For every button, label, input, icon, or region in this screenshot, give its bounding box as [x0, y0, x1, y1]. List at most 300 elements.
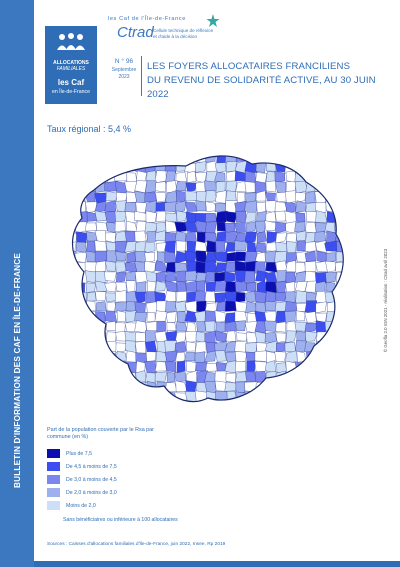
map-credit-text: © Geofla 2.0 IGN 2021 - réalisation : Ctrad avril 2023 [383, 248, 389, 352]
map-credit [381, 240, 391, 360]
commune-cell [186, 281, 197, 291]
commune-cell [76, 321, 88, 333]
commune-cell [346, 142, 355, 152]
legend-swatch [47, 488, 60, 497]
commune-cell [287, 151, 298, 162]
commune-cell [176, 191, 186, 202]
commune-cell [235, 281, 247, 292]
commune-cell [56, 302, 67, 312]
commune-cell [266, 142, 275, 153]
commune-cell [156, 281, 166, 292]
commune-cell [125, 383, 136, 394]
commune-cell [236, 292, 245, 302]
commune-cell [117, 311, 126, 322]
commune-cell [347, 311, 356, 322]
commune-cell [75, 222, 86, 233]
commune-cell [336, 381, 345, 393]
commune-cell [215, 401, 226, 412]
commune-cell [285, 342, 296, 352]
commune-cell [147, 231, 157, 241]
commune-cell [226, 161, 236, 171]
logo-line1: ALLOCATIONS [53, 60, 89, 66]
commune-cell [115, 372, 126, 382]
commune-cell [185, 352, 196, 361]
commune-cell [265, 291, 277, 302]
commune-cell [205, 291, 216, 302]
commune-cell [276, 233, 288, 244]
commune-cell [345, 193, 356, 202]
commune-cell [327, 231, 336, 243]
commune-cell [325, 401, 337, 412]
ile-de-france-commune-map [56, 142, 356, 412]
logo-line2: FAMILIALES [56, 66, 86, 72]
commune-cell [56, 321, 66, 331]
commune-cell [295, 222, 306, 232]
commune-cell [66, 281, 78, 291]
commune-cell [185, 202, 197, 211]
commune-cell [56, 201, 66, 212]
legend-label: Plus de 7,5 [66, 450, 92, 457]
commune-cell [126, 142, 136, 151]
commune-cell [215, 252, 228, 262]
commune-cell [315, 381, 327, 392]
commune-cell [345, 271, 356, 283]
commune-cell [265, 341, 277, 353]
commune-cell [147, 313, 155, 322]
commune-cell [265, 393, 275, 404]
commune-cell [276, 292, 287, 301]
commune-cell [76, 393, 87, 403]
commune-cell [315, 351, 326, 364]
commune-cell [127, 362, 138, 373]
commune-cell [136, 143, 147, 153]
commune-cell [346, 161, 356, 172]
legend-swatch [47, 462, 60, 471]
commune-cell [66, 152, 77, 163]
commune-cell [285, 392, 297, 403]
commune-cell [295, 201, 306, 213]
commune-cell [235, 233, 245, 241]
regional-rate: Taux régional : 5,4 % [47, 124, 132, 134]
commune-cell [255, 351, 267, 362]
commune-cell [66, 201, 75, 211]
commune-cell [115, 323, 125, 333]
commune-cell [96, 391, 107, 403]
commune-cell [65, 321, 76, 332]
commune-cell [296, 231, 306, 241]
commune-cell [65, 343, 76, 353]
commune-cell [105, 261, 116, 271]
commune-cell [136, 391, 147, 403]
commune-cell [156, 142, 168, 152]
commune-cell [236, 211, 247, 222]
commune-cell [306, 142, 316, 153]
commune-cell [305, 301, 317, 313]
commune-cell [165, 382, 177, 392]
commune-cell [326, 253, 336, 263]
commune-cell [206, 363, 218, 371]
headline-line2: DU REVENU DE SOLIDARITÉ ACTIVE, AU 30 JUIN 2022 [147, 75, 376, 100]
commune-cell [87, 292, 96, 301]
logo-line4: en Île-de-France [51, 89, 91, 95]
commune-cell [305, 251, 316, 261]
legend-item [47, 449, 92, 458]
commune-cell [335, 142, 347, 151]
commune-cell [76, 171, 86, 183]
commune-cell [346, 341, 356, 353]
bulletin-title-text: BULLETIN D'INFORMATION DES CAF EN ÎLE-DE-FRANCE [12, 252, 22, 488]
commune-cell [305, 323, 318, 332]
commune-cell [56, 402, 66, 411]
commune-cell [286, 181, 296, 191]
commune-cell [266, 262, 277, 272]
commune-cell [75, 271, 87, 283]
commune-cell [105, 361, 117, 373]
commune-cell [275, 142, 286, 153]
commune-cell [255, 402, 268, 412]
commune-cell [106, 332, 116, 342]
commune-cell [307, 382, 317, 394]
commune-cell [186, 261, 196, 272]
commune-cell [56, 192, 66, 204]
bulletin-title [2, 240, 32, 500]
commune-cell [235, 321, 245, 331]
commune-cell [126, 252, 135, 263]
commune-cell [346, 292, 356, 303]
commune-cell [165, 142, 177, 153]
commune-cell [85, 371, 97, 381]
commune-cell [185, 301, 197, 313]
commune-cell [315, 162, 327, 173]
commune-cell [327, 301, 337, 312]
commune-cell [76, 312, 86, 323]
commune-cell [205, 221, 217, 233]
commune-cell [125, 202, 136, 212]
commune-cell [276, 281, 286, 292]
commune-cell [265, 201, 276, 213]
commune-cell [56, 261, 67, 271]
commune-cell [286, 241, 296, 253]
legend-label: De 2,0 à moins de 3,0 [66, 489, 117, 496]
legend-title: Part de la population couverte par le Rsa par commune (en %) [47, 427, 154, 440]
commune-cell [185, 232, 196, 243]
commune-cell [115, 402, 127, 412]
commune-cell [265, 321, 277, 332]
commune-cell [325, 373, 336, 382]
commune-cell [135, 341, 146, 353]
commune-cell [335, 392, 348, 402]
commune-cell [325, 292, 337, 303]
commune-cell [95, 261, 106, 273]
commune-cell [245, 201, 257, 212]
commune-cell [335, 211, 347, 221]
commune-cell [195, 342, 206, 353]
commune-cell [195, 161, 206, 172]
commune-cell [295, 181, 307, 193]
commune-cell [335, 181, 347, 193]
commune-cell [245, 403, 256, 412]
commune-cell [306, 372, 317, 383]
commune-cell [135, 302, 146, 313]
issue-year: 2023 [118, 74, 130, 80]
commune-cell [276, 222, 287, 234]
commune-cell [185, 142, 196, 152]
commune-cell [65, 162, 77, 172]
commune-cell [296, 291, 307, 304]
commune-cell [326, 201, 338, 213]
commune-cell [56, 291, 67, 303]
commune-cell [335, 372, 347, 381]
commune-cell [175, 142, 187, 152]
commune-cell [115, 291, 126, 303]
commune-cell [237, 333, 248, 342]
commune-cell [65, 272, 75, 282]
commune-cell [126, 281, 135, 293]
commune-cell [56, 383, 66, 391]
commune-cell [157, 321, 166, 333]
legend-item [47, 462, 117, 471]
bottom-line [34, 561, 400, 567]
commune-cell [215, 311, 226, 324]
commune-cell [115, 221, 125, 232]
commune-cell [226, 171, 236, 182]
commune-cell [197, 403, 207, 412]
commune-cell [136, 151, 146, 163]
commune-cell [96, 381, 108, 392]
commune-cell [185, 402, 197, 412]
commune-cell [316, 391, 327, 403]
commune-cell [177, 291, 187, 302]
commune-cell [305, 161, 317, 172]
commune-cell [325, 272, 336, 282]
commune-cell [276, 333, 286, 343]
commune-cell [106, 381, 116, 393]
commune-cell [346, 262, 356, 272]
commune-cell [235, 241, 247, 251]
commune-cell [215, 142, 227, 151]
commune-cell [235, 371, 247, 382]
commune-cell [347, 221, 356, 232]
commune-cell [56, 311, 67, 321]
commune-cell [275, 171, 285, 183]
commune-cell [56, 232, 65, 241]
commune-cell [236, 402, 247, 412]
commune-cell [56, 212, 67, 222]
commune-cell [66, 212, 75, 223]
commune-cell [155, 152, 167, 161]
commune-cell [56, 352, 67, 363]
commune-cell [65, 191, 76, 202]
commune-cell [166, 361, 176, 372]
commune-cell [205, 331, 216, 343]
commune-cell [295, 401, 306, 412]
commune-cell [335, 403, 348, 412]
commune-cell [265, 402, 276, 412]
commune-cell [335, 262, 346, 272]
commune-cell [76, 181, 87, 192]
commune-cell [126, 392, 137, 402]
commune-cell [56, 371, 66, 384]
commune-cell [155, 292, 166, 301]
commune-cell [216, 362, 226, 371]
commune-cell [295, 142, 306, 152]
commune-cell [96, 302, 106, 312]
commune-cell [335, 303, 346, 311]
commune-cell [105, 142, 117, 152]
commune-cell [105, 392, 117, 404]
commune-cell [225, 313, 236, 323]
commune-cell [95, 152, 106, 162]
commune-cell [135, 181, 147, 193]
commune-cell [76, 371, 86, 383]
commune-cell [66, 182, 75, 193]
commune-cell [165, 281, 177, 292]
commune-cell [326, 151, 337, 162]
commune-cell [167, 401, 177, 411]
commune-cell [105, 272, 117, 281]
commune-cell [175, 301, 185, 312]
commune-cell [255, 142, 266, 152]
commune-cell [145, 142, 156, 153]
commune-cell [56, 362, 67, 373]
commune-cell [257, 232, 267, 243]
commune-cell [346, 321, 356, 332]
ctrad-star-icon [205, 13, 221, 29]
commune-cell [245, 271, 255, 283]
commune-cell [86, 361, 96, 373]
commune-cell [326, 341, 337, 353]
commune-cell [95, 402, 107, 412]
ctrad-logo-text: Ctrad [117, 24, 154, 41]
commune-cell [245, 301, 256, 312]
commune-cell [325, 381, 337, 393]
commune-cell [335, 363, 347, 372]
commune-cell [177, 361, 185, 373]
commune-cell [347, 391, 356, 402]
legend-label: De 4,5 à moins de 7,5 [66, 463, 117, 470]
commune-cell [95, 342, 108, 352]
commune-cell [135, 332, 146, 341]
commune-cell [186, 152, 196, 162]
commune-cell [305, 362, 316, 372]
legend-item [47, 475, 117, 484]
commune-cell [95, 352, 107, 363]
commune-cell [85, 171, 95, 182]
commune-cell [175, 401, 187, 411]
commune-cell [346, 402, 356, 412]
commune-cell [135, 272, 147, 283]
commune-cell [266, 181, 276, 192]
commune-cell [315, 372, 327, 383]
headline [147, 60, 400, 102]
commune-cell [296, 311, 305, 321]
issue-month: Septembre [111, 67, 137, 73]
commune-cell [146, 401, 156, 412]
commune-cell [186, 381, 197, 393]
commune-cell [215, 371, 227, 382]
commune-cell [255, 371, 267, 383]
commune-cell [285, 301, 296, 311]
commune-cell [326, 351, 337, 363]
commune-cell [85, 341, 96, 353]
commune-cell [156, 402, 164, 412]
commune-cell [76, 161, 86, 173]
commune-cell [345, 331, 356, 343]
commune-cell [56, 343, 66, 354]
commune-cell [325, 393, 337, 404]
commune-cell [75, 303, 86, 313]
legend-swatch [47, 449, 60, 458]
commune-cell [215, 203, 227, 211]
commune-cell [126, 291, 136, 303]
commune-cell [265, 251, 276, 263]
commune-cell [276, 151, 286, 161]
commune-cell [65, 363, 77, 371]
commune-cell [65, 332, 76, 343]
commune-cell [225, 212, 237, 223]
commune-cell [56, 252, 66, 262]
commune-cell [265, 151, 276, 164]
commune-cell [337, 292, 347, 301]
commune-cell [276, 242, 287, 252]
commune-cell [86, 331, 96, 342]
commune-cell [326, 171, 337, 183]
commune-cell [196, 251, 207, 263]
commune-cell [167, 372, 175, 383]
commune-cell [246, 222, 256, 233]
legend-swatch [47, 475, 60, 484]
commune-cell [255, 271, 267, 282]
commune-cell [265, 221, 277, 231]
commune-cell [325, 222, 336, 232]
commune-cell [197, 321, 206, 332]
commune-cell [346, 172, 356, 183]
ctrad-sub1: Cellule technique de réflexion [153, 28, 214, 33]
commune-cell [286, 331, 297, 343]
commune-cell [325, 183, 337, 192]
commune-cell [57, 273, 66, 283]
commune-cell [266, 211, 276, 222]
commune-cell [285, 402, 297, 412]
commune-cell [57, 171, 67, 182]
commune-cell [336, 151, 347, 162]
commune-cell [246, 282, 256, 291]
commune-cell [237, 142, 246, 153]
commune-cell [95, 291, 106, 301]
commune-cell [147, 302, 158, 313]
commune-cell [86, 142, 97, 153]
commune-cell [296, 391, 308, 401]
commune-cell [196, 362, 207, 371]
commune-cell [95, 142, 106, 151]
legend-item [47, 488, 117, 497]
commune-cell [235, 361, 245, 372]
header-divider [141, 56, 142, 96]
commune-cell [345, 151, 355, 162]
commune-cell [176, 211, 187, 222]
commune-cell [255, 291, 266, 303]
commune-cell [335, 311, 346, 323]
commune-cell [116, 262, 127, 273]
commune-cell [115, 161, 127, 173]
commune-cell [345, 361, 355, 372]
commune-cell [105, 293, 115, 302]
caf-logo [45, 26, 97, 104]
commune-cell [186, 361, 196, 372]
commune-cell [245, 232, 257, 243]
commune-cell [106, 191, 118, 201]
commune-cell [95, 173, 106, 184]
